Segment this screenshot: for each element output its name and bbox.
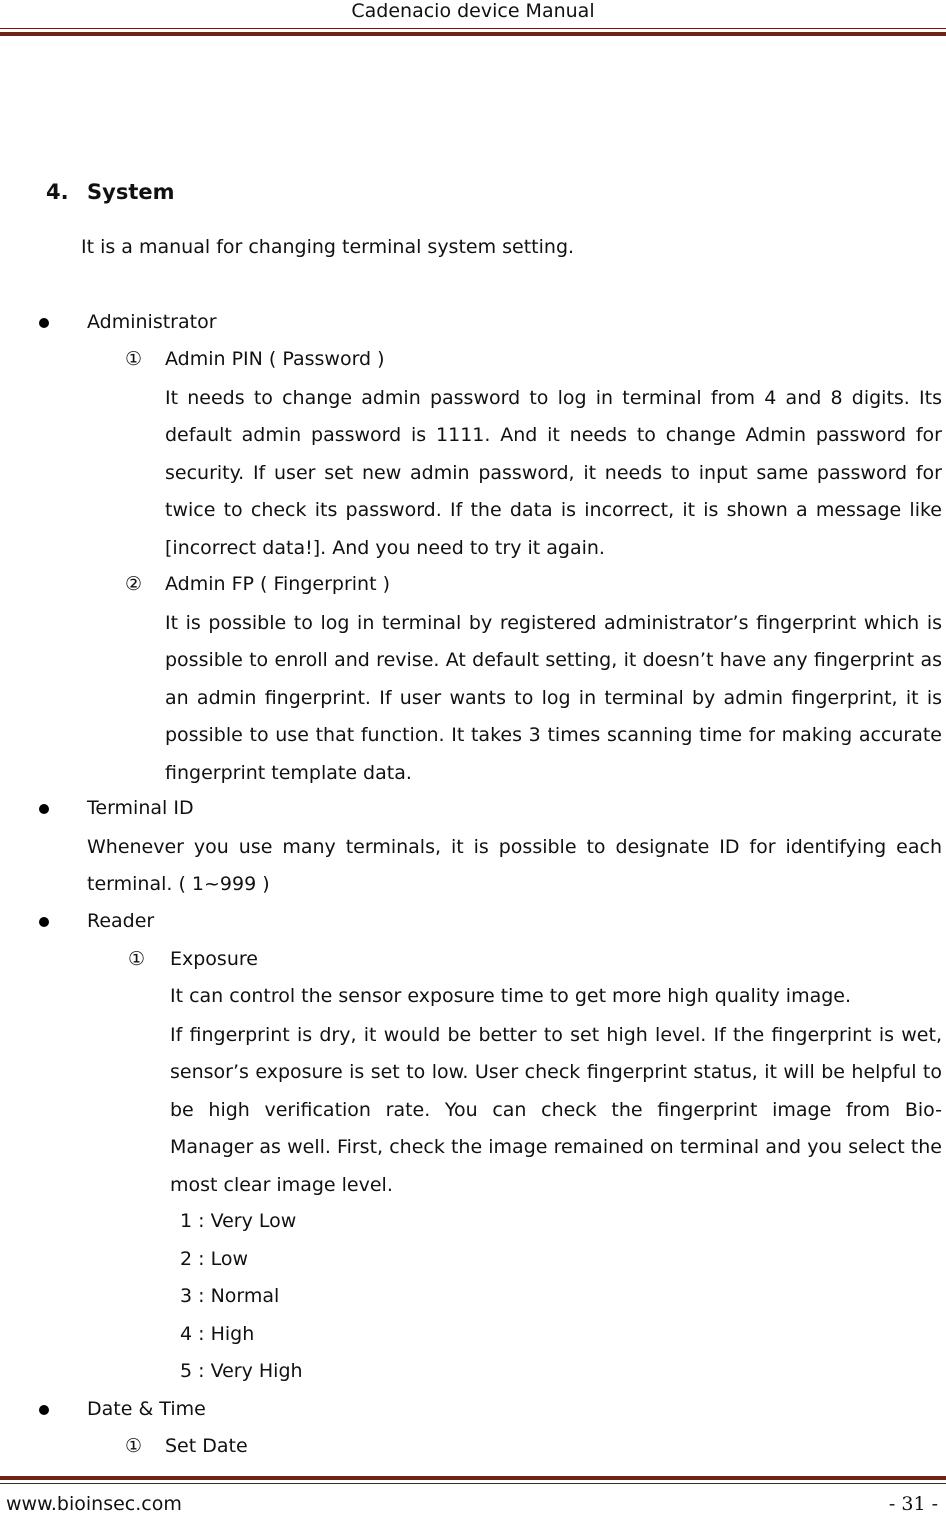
text-line: It is possible to log in terminal by registered administrator’s fingerprint which is bbox=[165, 612, 942, 634]
admin-pin-description bbox=[165, 380, 942, 567]
admin-fp-title: Admin FP ( Fingerprint ) bbox=[165, 573, 390, 595]
text-line: sensor’s exposure is set to low. User check fingerprint status, it will be helpful to bbox=[170, 1061, 942, 1084]
exposure-level: 5 : Very High bbox=[180, 1360, 303, 1382]
text-line: If fingerprint is dry, it would be better to set high level. If the fingerprint is wet, bbox=[170, 1024, 942, 1046]
section-intro: It is a manual for changing terminal system setting. bbox=[81, 236, 575, 258]
section-title: System bbox=[87, 180, 175, 204]
footer-rule-thick bbox=[0, 1476, 946, 1480]
exposure-level: 2 : Low bbox=[180, 1248, 248, 1270]
exposure-level: 4 : High bbox=[180, 1323, 255, 1345]
date-time-label: Date & Time bbox=[87, 1398, 206, 1420]
page-number: - 31 - bbox=[888, 1493, 938, 1515]
exposure-description bbox=[170, 1017, 942, 1204]
bullet-icon bbox=[39, 804, 49, 814]
header-rule-thin bbox=[0, 28, 946, 29]
text-line: twice to check its password. If the data is incorrect, it is shown a message like bbox=[165, 499, 942, 522]
exposure-level: 1 : Very Low bbox=[180, 1210, 297, 1232]
footer-url: www.bioinsec.com bbox=[6, 1493, 182, 1515]
exposure-level: 3 : Normal bbox=[180, 1285, 280, 1307]
admin-fp-description bbox=[165, 605, 942, 792]
footer-rule-thin bbox=[0, 1483, 946, 1484]
text-line: fingerprint template data. bbox=[165, 761, 412, 784]
text-line: Manager as well. First, check the image remained on terminal and you select the bbox=[170, 1136, 942, 1159]
text-line: possible to use that function. It takes 3 times scanning time for making accurate bbox=[165, 724, 942, 747]
text-line: security. If user set new admin password, it needs to input same password for bbox=[165, 461, 942, 484]
text-line: possible to enroll and revise. At default setting, it doesn’t have any fingerprint as bbox=[165, 649, 942, 672]
item-marker: ① bbox=[128, 948, 146, 970]
set-date-item: Set Date bbox=[165, 1435, 248, 1457]
header-rule-thick bbox=[0, 32, 946, 36]
item-marker: ① bbox=[125, 348, 143, 370]
terminal-id-description bbox=[87, 829, 942, 904]
text-line: be high verification rate. You can check the fingerprint image from Bio- bbox=[170, 1098, 942, 1121]
bullet-icon bbox=[39, 318, 49, 328]
text-line: Whenever you use many terminals, it is possible to designate ID for identifying each bbox=[87, 836, 942, 858]
text-line: an admin fingerprint. If user wants to log in terminal by admin fingerprint, it is bbox=[165, 686, 942, 709]
bullet-icon bbox=[39, 1405, 49, 1415]
reader-label: Reader bbox=[87, 910, 155, 932]
text-line: most clear image level. bbox=[170, 1173, 393, 1196]
page-header-title: Cadenacio device Manual bbox=[351, 0, 595, 22]
text-line: terminal. ( 1~999 ) bbox=[87, 873, 270, 896]
text-line: [incorrect data!]. And you need to try it again. bbox=[165, 536, 605, 559]
administrator-label: Administrator bbox=[87, 311, 217, 333]
text-line: default admin password is 1111. And it needs to change Admin password for bbox=[165, 424, 942, 447]
text-line: It needs to change admin password to log in terminal from 4 and 8 digits. Its bbox=[165, 387, 942, 409]
admin-pin-title: Admin PIN ( Password ) bbox=[165, 348, 385, 370]
bullet-icon bbox=[39, 917, 49, 927]
exposure-title: Exposure bbox=[170, 948, 258, 970]
section-number: 4. bbox=[46, 180, 69, 204]
item-marker: ① bbox=[125, 1435, 143, 1457]
terminal-id-label: Terminal ID bbox=[87, 797, 194, 819]
item-marker: ② bbox=[125, 573, 143, 595]
exposure-summary: It can control the sensor exposure time to get more high quality image. bbox=[170, 985, 852, 1007]
